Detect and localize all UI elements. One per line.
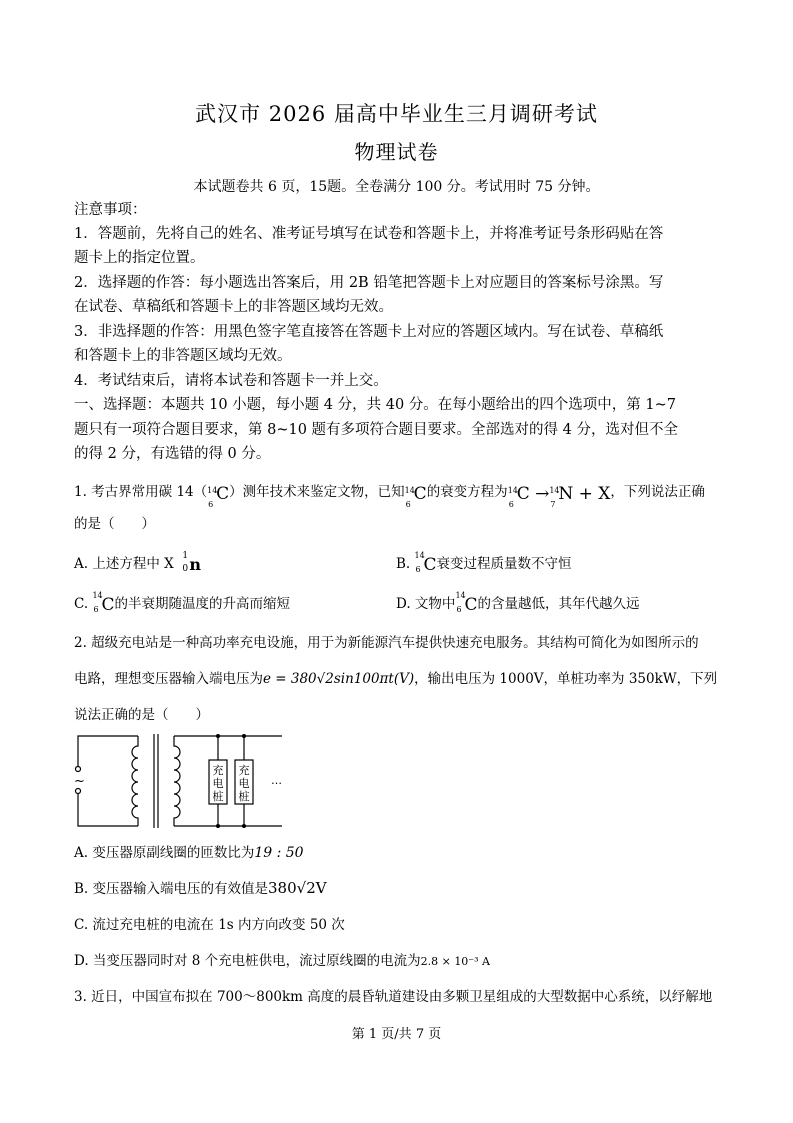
- pile-label-char: 充: [238, 764, 250, 777]
- ac-source-symbol: ~: [74, 774, 85, 789]
- carbon-14-nuclide: 14 6 C: [207, 483, 230, 509]
- question-2-stem-line1: 2. 超级充电站是一种高功率充电设施，用于为新能源汽车提供快速充电服务。其结构可简化为如图所示的: [74, 635, 699, 651]
- transformer-circuit-diagram: [72, 728, 302, 832]
- question-1-option-d: D. 文物中 14 6 C的含量越低，其年代越久远: [396, 590, 640, 615]
- carbon-14-nuclide: 14 6 C: [92, 590, 115, 615]
- question-2-option-b: B. 变压器输入端电压的有效值是380√2V: [74, 879, 327, 897]
- pile-label-char: 桩: [238, 790, 250, 803]
- pile-label-char: 桩: [212, 790, 224, 803]
- notice-line: 3．非选择题的作答：用黑色签字笔直接答在答题卡上对应的答题区域内。写在试卷、草稿纸: [74, 324, 664, 340]
- notice-line: 1．答题前，先将自己的姓名、准考证号填写在试卷和答题卡上，并将准考证号条形码贴在答: [74, 226, 664, 242]
- question-2-stem-line3: 说法正确的是（ ）: [74, 707, 209, 723]
- question-2-option-a: A. 变压器原副线圈的匝数比为19 : 50: [74, 845, 304, 861]
- question-1-option-c: C. 14 6 C的半衰期随温度的升高而缩短: [74, 590, 290, 615]
- decay-equation: 14 6 C → 14 7 N + X: [507, 483, 611, 509]
- question-1-stem: 1. 考古界常用碳 14（ 14 6 C）测年技术来鉴定文物，已知 14 6 C的衰变方程为 14 6 C → 14 7 N + X，下列说法正确: [74, 483, 705, 509]
- notice-line: 4．考试结束后，请将本试卷和答题卡一并上交。: [74, 373, 388, 389]
- pile-label-char: 电: [212, 777, 224, 790]
- more-piles-ellipsis: …: [271, 774, 282, 787]
- question-2-stem-line2: 电路，理想变压器输入端电压为e = 380√2sin100πt(V)，输出电压为 1000V，单桩功率为 350kW，下列: [74, 671, 718, 687]
- section-instruction: 的得 2 分，有选错的得 0 分。: [74, 446, 271, 462]
- question-1-stem-line2: 的是（ ）: [74, 516, 155, 532]
- exam-intro: 本试题卷共 6 页，15题。全卷满分 100 分。考试用时 75 分钟。: [193, 179, 600, 195]
- question-1-option-a: A. 上述方程中 X 1 0 n: [74, 552, 204, 574]
- question-2-option-d: D. 当变压器同时对 8 个充电桩供电，流过原线圈的电流为2.8 × 10⁻³ A: [74, 953, 490, 969]
- section-instruction: 一、选择题：本题共 10 小题，每小题 4 分，共 40 分。在每小题给出的四个选项中，第 1~7: [74, 397, 676, 413]
- exam-title: 武汉市 2026 届高中毕业生三月调研考试: [195, 102, 598, 126]
- notice-line: 和答题卡上的非答题区域均无效。: [74, 348, 292, 364]
- voltage-formula: e = 380√2sin100πt(V): [263, 671, 415, 687]
- section-instruction: 题只有一项符合题目要求，第 8~10 题有多项符合题目要求。全部选对的得 4 分，选对但不全: [74, 422, 678, 438]
- carbon-14-nuclide: 14 6 C: [455, 590, 478, 615]
- question-3-stem-line1: 3. 近日，中国宣布拟在 700～800km 高度的晨昏轨道建设由多颗卫星组成的大型数据中心系统，以纾解地: [74, 989, 713, 1005]
- notice-heading: 注意事项：: [74, 202, 147, 218]
- pile-label-char: 充: [212, 764, 224, 777]
- pile-label-char: 电: [238, 777, 250, 790]
- carbon-14-nuclide: 14 6 C: [404, 483, 427, 509]
- notice-line: 2．选择题的作答：每小题选出答案后，用 2B 铅笔把答题卡上对应题目的答案标号涂黑。写: [74, 275, 664, 291]
- notice-line: 在试卷、草稿纸和答题卡上的非答题区域均无效。: [74, 299, 393, 315]
- notice-line: 题卡上的指定位置。: [74, 250, 205, 266]
- carbon-14-nuclide: 14 6 C: [414, 550, 437, 575]
- question-2-option-c: C. 流过充电桩的电流在 1s 内方向改变 50 次: [74, 917, 345, 933]
- page-footer: 第 1 页/共 7 页: [351, 1027, 442, 1042]
- neutron-symbol: 1 0 n: [182, 550, 201, 574]
- question-1-option-b: B. 14 6 C衰变过程质量数不守恒: [396, 550, 572, 575]
- subject-title: 物理试卷: [354, 140, 439, 164]
